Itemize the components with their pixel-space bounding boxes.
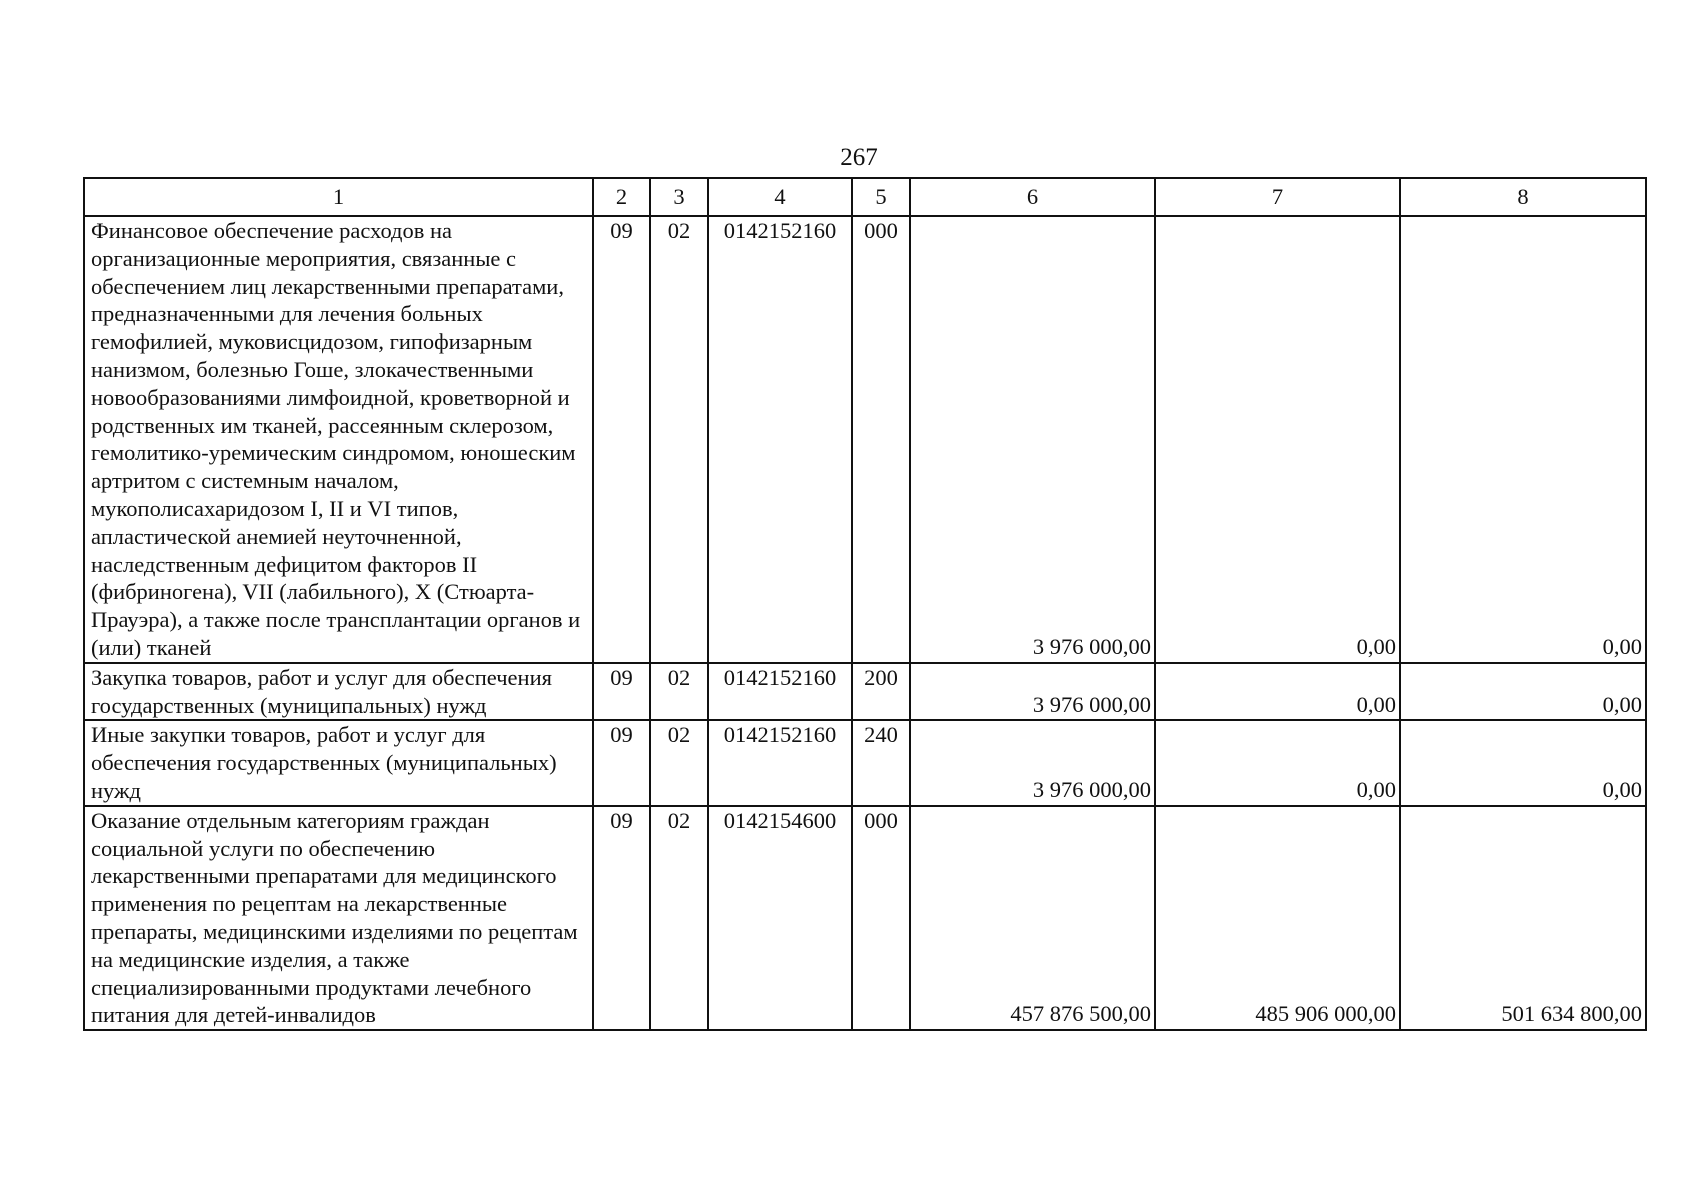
- header-col-7: 7: [1155, 178, 1400, 216]
- row-target-article-code: 0142152160: [708, 663, 852, 721]
- row-amount-col-6: 3 976 000,00: [910, 720, 1155, 805]
- header-col-5: 5: [852, 178, 910, 216]
- table-row: [84, 216, 1646, 663]
- header-col-2: 2: [593, 178, 650, 216]
- row-section-code: 09: [593, 806, 650, 1030]
- row-amount-col-7: 0,00: [1155, 216, 1400, 663]
- row-amount-col-8: 0,00: [1400, 663, 1646, 721]
- row-expense-type-code: 000: [852, 806, 910, 1030]
- row-subsection-code: 02: [650, 806, 708, 1030]
- table-row: [84, 663, 1646, 721]
- row-name: Иные закупки товаров, работ и услуг для обеспечения государственных (муниципальных) нужд: [84, 720, 593, 805]
- row-amount-col-7: 0,00: [1155, 663, 1400, 721]
- table-row: [84, 806, 1646, 1030]
- row-amount-col-6: 3 976 000,00: [910, 216, 1155, 663]
- row-name: Оказание отдельным категориям граждан социальной услуги по обеспечению лекарственными препаратами для медицинского применения по рецептам на лекарственные препараты, медицинскими изделиями по рецептам на медицинские изделия, а также специализированными продуктами лечебного питания для детей-инвалидов: [84, 806, 593, 1030]
- row-section-code: 09: [593, 720, 650, 805]
- header-col-3: 3: [650, 178, 708, 216]
- page-number: 267: [840, 144, 878, 171]
- row-expense-type-code: 240: [852, 720, 910, 805]
- row-expense-type-code: 000: [852, 216, 910, 663]
- row-target-article-code: 0142154600: [708, 806, 852, 1030]
- header-col-4: 4: [708, 178, 852, 216]
- row-amount-col-8: 0,00: [1400, 720, 1646, 805]
- budget-table: [83, 177, 1647, 1031]
- row-target-article-code: 0142152160: [708, 720, 852, 805]
- header-col-8: 8: [1400, 178, 1646, 216]
- row-name: Финансовое обеспечение расходов на организационные мероприятия, связанные с обеспечением лиц лекарственными препаратами, предназначенными для лечения больных гемофилией, муковисцидозом, гипофизарным нанизмом, болезнью Гоше, злокачественными новообразованиями лимфоидной, кроветворной и родственных им тканей, рассеянным склерозом, гемолитико-уремическим синдромом, юношеским артритом с системным началом, мукополисахаридозом I, II и VI типов, апластической анемией неуточненной, наследственным дефицитом факторов II (фибриногена), VII (лабильного), X (Стюарта-Прауэра), а также после трансплантации органов и (или) тканей: [84, 216, 593, 663]
- header-row: [84, 178, 1646, 216]
- row-expense-type-code: 200: [852, 663, 910, 721]
- row-subsection-code: 02: [650, 720, 708, 805]
- row-section-code: 09: [593, 663, 650, 721]
- row-amount-col-6: 3 976 000,00: [910, 663, 1155, 721]
- row-amount-col-8: 501 634 800,00: [1400, 806, 1646, 1030]
- header-col-1: 1: [84, 178, 593, 216]
- row-subsection-code: 02: [650, 216, 708, 663]
- row-amount-col-7: 485 906 000,00: [1155, 806, 1400, 1030]
- row-amount-col-7: 0,00: [1155, 720, 1400, 805]
- header-col-6: 6: [910, 178, 1155, 216]
- row-section-code: 09: [593, 216, 650, 663]
- row-subsection-code: 02: [650, 663, 708, 721]
- table-row: [84, 720, 1646, 805]
- row-amount-col-8: 0,00: [1400, 216, 1646, 663]
- row-name: Закупка товаров, работ и услуг для обеспечения государственных (муниципальных) нужд: [84, 663, 593, 721]
- row-amount-col-6: 457 876 500,00: [910, 806, 1155, 1030]
- row-target-article-code: 0142152160: [708, 216, 852, 663]
